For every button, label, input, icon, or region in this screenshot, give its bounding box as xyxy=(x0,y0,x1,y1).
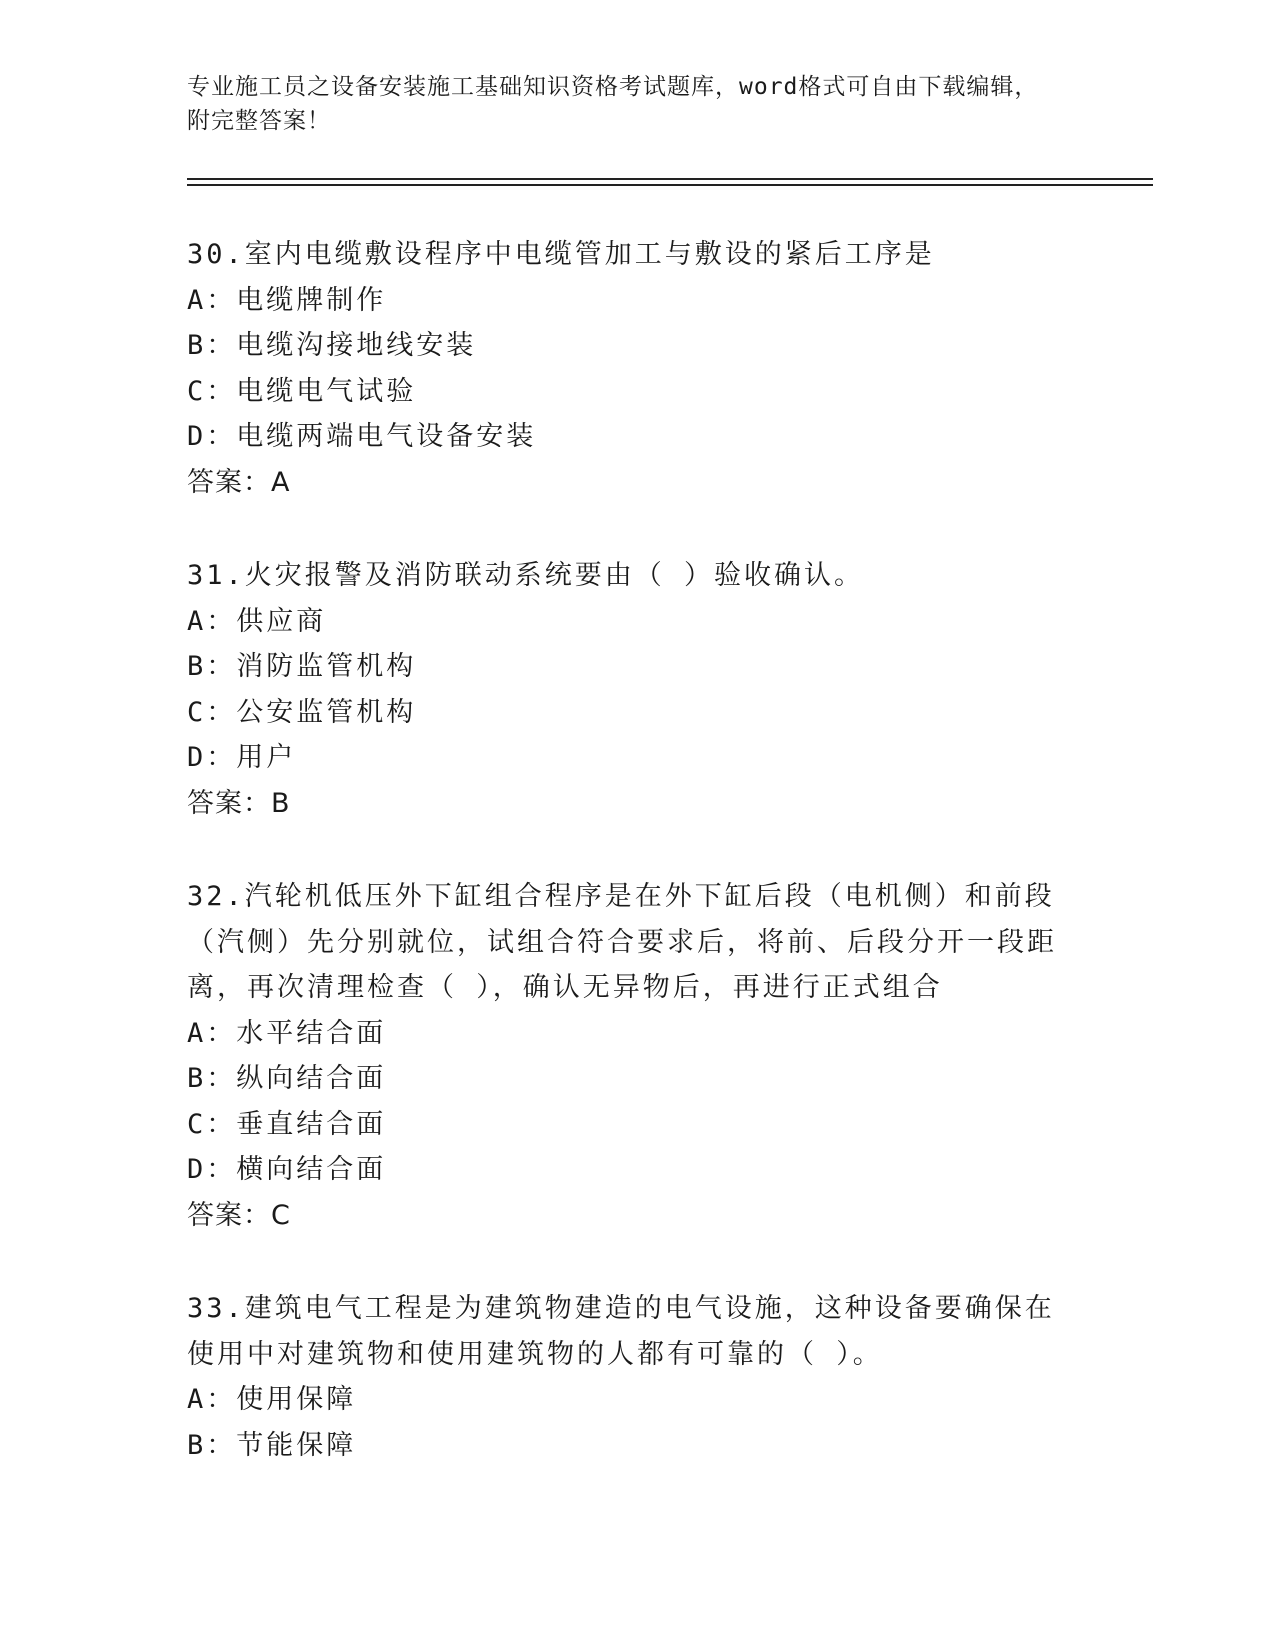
option-d: D：电缆两端电气设备安装 xyxy=(187,421,537,452)
question-30 xyxy=(187,232,1077,505)
header-divider-bottom xyxy=(187,184,1153,186)
option-b: B：纵向结合面 xyxy=(187,1063,387,1094)
header-line-2: 附完整答案！ xyxy=(187,108,331,134)
question-stem: 30.室内电缆敷设程序中电缆管加工与敷设的紧后工序是 xyxy=(187,239,935,270)
answer-line: 答案：B xyxy=(187,787,291,819)
document-header xyxy=(187,70,1067,138)
question-stem: 33.建筑电气工程是为建筑物建造的电气设施，这种设备要确保在使用中对建筑物和使用建筑物的人都有可靠的（ ）。 xyxy=(187,1293,1055,1370)
option-a: A：电缆牌制作 xyxy=(187,284,387,316)
option-b: B：节能保障 xyxy=(187,1429,357,1461)
option-d: D：横向结合面 xyxy=(187,1154,387,1185)
option-c: C：电缆电气试验 xyxy=(187,375,417,407)
question-31 xyxy=(187,553,1077,826)
option-b: B：电缆沟接地线安装 xyxy=(187,330,477,361)
answer-line: 答案：A xyxy=(187,466,291,498)
option-a: A：供应商 xyxy=(187,605,327,637)
question-33 xyxy=(187,1286,1077,1468)
question-list xyxy=(187,232,1077,1516)
option-a: A：使用保障 xyxy=(187,1384,357,1415)
header-divider-top xyxy=(187,178,1153,180)
option-b: B：消防监管机构 xyxy=(187,651,417,682)
option-d: D：用户 xyxy=(187,742,297,773)
answer-line: 答案：C xyxy=(187,1199,291,1231)
question-stem: 32.汽轮机低压外下缸组合程序是在外下缸后段（电机侧）和前段（汽侧）先分别就位，试组合符合要求后，将前、后段分开一段距离，再次清理检查（ ），确认无异物后，再进行正式组合 xyxy=(187,881,1057,1003)
question-32 xyxy=(187,874,1077,1238)
option-c: C：公安监管机构 xyxy=(187,696,417,728)
option-a: A：水平结合面 xyxy=(187,1017,387,1049)
question-stem: 31.火灾报警及消防联动系统要由（ ）验收确认。 xyxy=(187,560,865,591)
header-line-1: 专业施工员之设备安装施工基础知识资格考试题库，word格式可自由下载编辑， xyxy=(187,74,1039,100)
option-c: C：垂直结合面 xyxy=(187,1108,387,1140)
